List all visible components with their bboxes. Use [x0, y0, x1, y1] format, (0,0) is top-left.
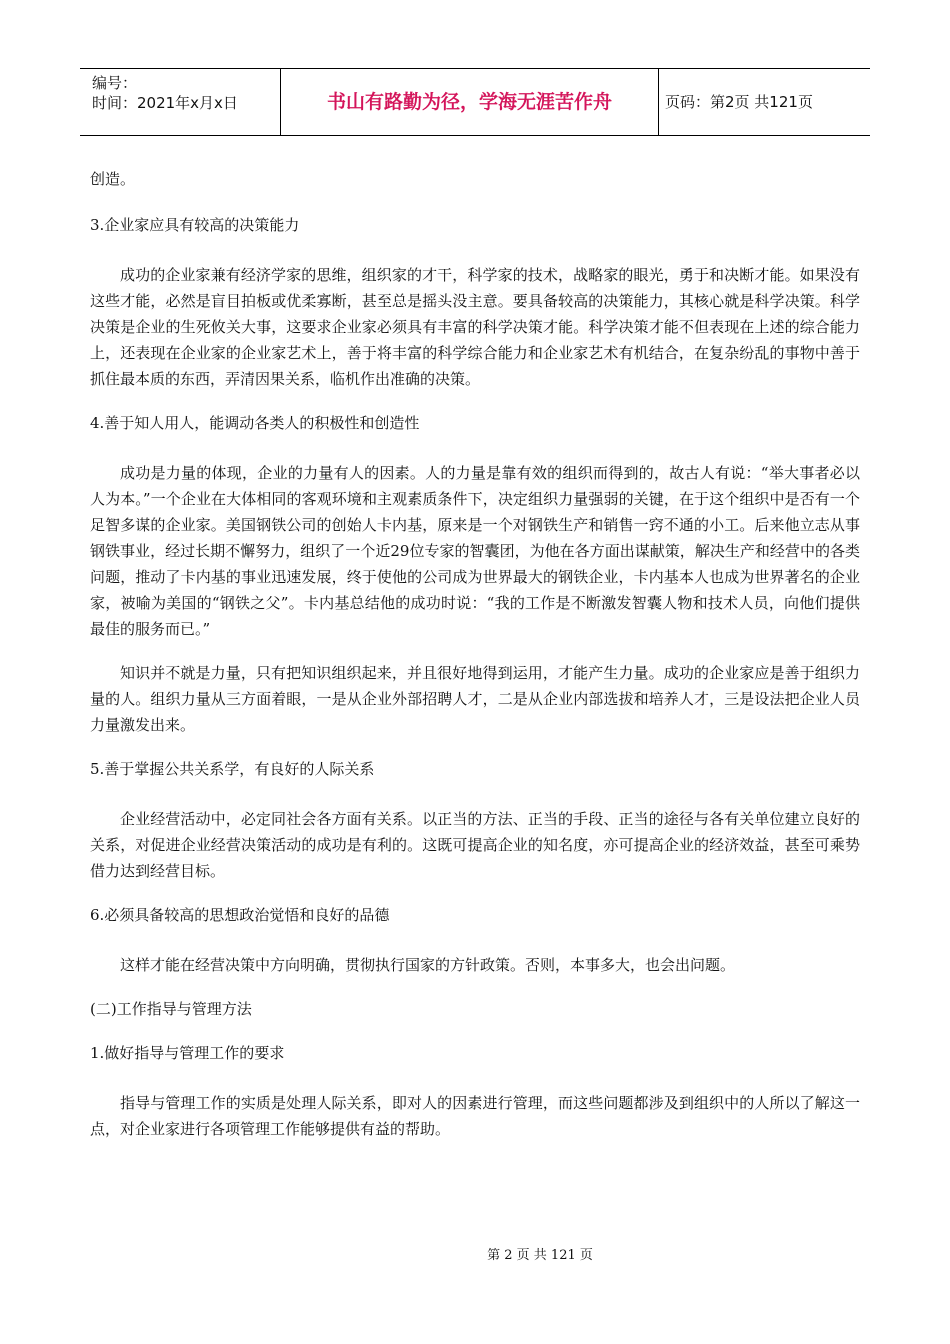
header-page-label: 页码：第2页 共121页: [665, 93, 813, 111]
header-motto: 书山有路勤为径，学海无涯苦作舟: [281, 69, 659, 135]
body-paragraph: 成功的企业家兼有经济学家的思维，组织家的才干，科学家的技术，战略家的眼光，勇于和决断才能。如果没有这些才能，必然是盲目拍板或优柔寡断，甚至总是摇头没主意。要具备较高的决策能力，其核心就是科学决策。科学决策是企业的生死攸关大事，这要求企业家必须具有丰富的科学决策才能。科学决策才能不但表现在上述的综合能力上，还表现在企业家的企业家艺术上，善于将丰富的科学综合能力和企业家艺术有机结合，在复杂纷乱的事物中善于抓住最本质的东西，弄清因果关系，临机作出准确的决策。: [90, 266, 860, 388]
body-paragraph: 指导与管理工作的实质是处理人际关系，即对人的因素进行管理，而这些问题都涉及到组织中的人所以了解这一点，对企业家进行各项管理工作能够提供有益的帮助。: [90, 1094, 860, 1138]
number-label: 编号：: [92, 74, 138, 92]
section-heading: (二)工作指导与管理方法: [90, 1000, 252, 1018]
section-heading: 3.企业家应具有较高的决策能力: [90, 216, 300, 234]
section-heading: 6.必须具备较高的思想政治觉悟和良好的品德: [90, 906, 390, 924]
document-header: [80, 68, 870, 136]
body-paragraph: 成功是力量的体现，企业的力量有人的因素。人的力量是靠有效的组织而得到的，故古人有说：“举大事者必以人为本。”一个企业在大体相同的客观环境和主观素质条件下，决定组织力量强弱的关键，在于这个组织中是否有一个足智多谋的企业家。美国钢铁公司的创始人卡内基，原来是一个对钢铁生产和销售一窍不通的小工。后来他立志从事钢铁事业，经过长期不懈努力，组织了一个近29位专家的智囊团，为他在各方面出谋献策，解决生产和经营中的各类问题，推动了卡内基的事业迅速发展，终于使他的公司成为世界最大的钢铁企业，卡内基本人也成为世界著名的企业家，被喻为美国的“钢铁之父”。卡内基总结他的成功时说：“我的工作是不断激发智囊人物和技术人员，向他们提供最佳的服务而已。”: [90, 464, 860, 638]
section-heading: 5.善于掌握公共关系学，有良好的人际关系: [90, 760, 375, 778]
time-label: 时间：2021年x月x日: [92, 94, 238, 112]
section-heading: 1.做好指导与管理工作的要求: [90, 1044, 285, 1062]
section-heading: 4.善于知人用人，能调动各类人的积极性和创造性: [90, 414, 420, 432]
page-footer: 第 2 页 共 121 页: [487, 1248, 593, 1263]
body-paragraph: 这样才能在经营决策中方向明确，贯彻执行国家的方针政策。否则，本事多大，也会出问题。: [120, 956, 736, 974]
body-line: 创造。: [90, 170, 136, 188]
body-paragraph: 知识并不就是力量，只有把知识组织起来，并且很好地得到运用，才能产生力量。成功的企业家应是善于组织力量的人。组织力量从三方面着眼，一是从企业外部招聘人才，二是从企业内部选拔和培养人才，三是设法把企业人员力量激发出来。: [90, 664, 860, 734]
header-info-cell: [80, 69, 281, 135]
body-paragraph: 企业经营活动中，必定同社会各方面有关系。以正当的方法、正当的手段、正当的途径与各有关单位建立良好的关系，对促进企业经营决策活动的成功是有利的。这既可提高企业的知名度，亦可提高企业的经济效益，甚至可乘势借力达到经营目标。: [90, 810, 860, 880]
document-body: [90, 166, 860, 1142]
